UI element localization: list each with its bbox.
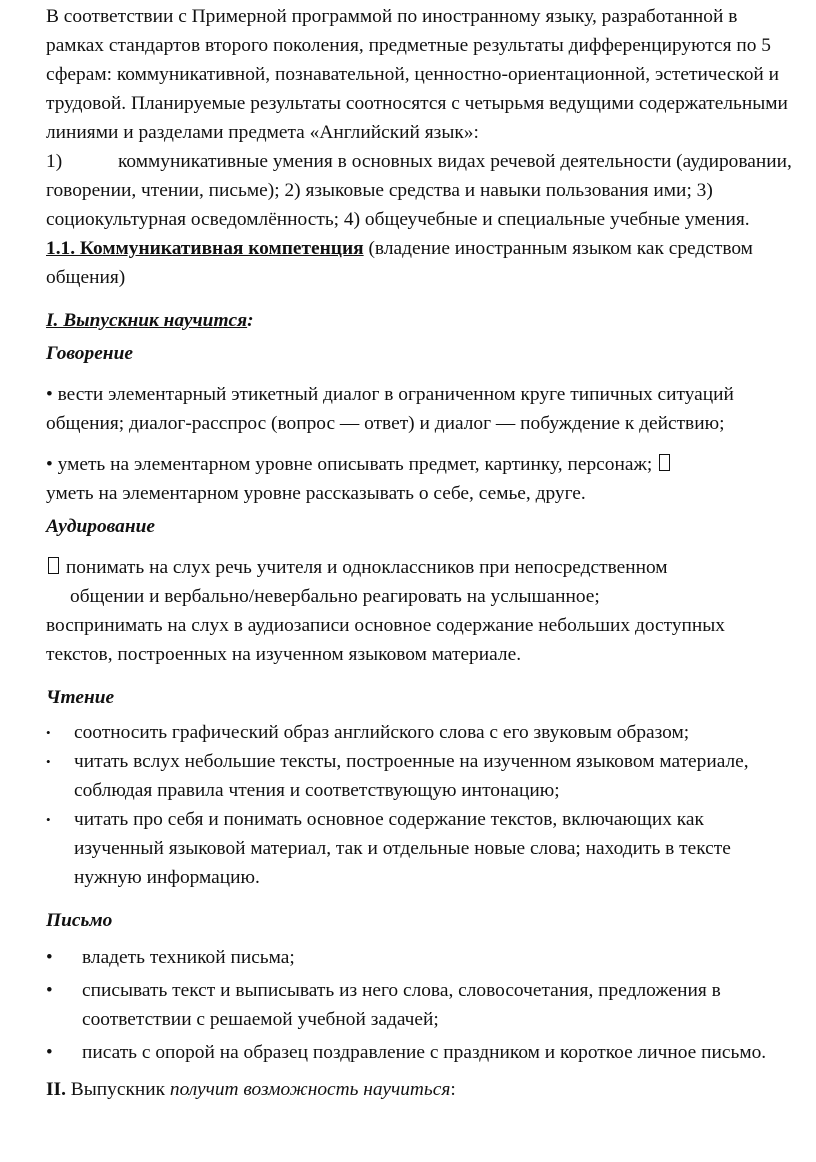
reading-item-text: соотносить графический образ английского слова с его звуковым образом; (74, 722, 690, 743)
listening-item-2: воспринимать на слух в аудиозаписи основное содержание небольших доступных текстов, построенных на изученном языковом материале. (46, 615, 726, 665)
intro-list (46, 147, 792, 234)
bullet-icon: • (46, 1042, 53, 1063)
bullet-icon: • (46, 812, 51, 827)
part-1-colon: : (247, 310, 254, 331)
section-1-1-title: 1.1. Коммуникативная компетенция (46, 238, 364, 259)
listening-item-1a-text: понимать на слух речь учителя и одноклассников при непосредственном (61, 557, 668, 578)
writing-list (46, 943, 792, 1067)
speaking-item-2a-text: уметь на элементарном уровне описывать предмет, картинку, персонаж; (52, 454, 658, 475)
writing-item-text: владеть техникой письма; (82, 947, 295, 968)
writing-item-text: списывать текст и выписывать из него слова, словосочетания, предложения в соответствии с решаемой учебной задачей; (82, 980, 721, 1030)
bullet-icon: • (46, 384, 53, 405)
part-2-text: Выпускник (65, 1079, 170, 1100)
reading-item-text: читать вслух небольшие тексты, построенные на изученном языковом материале, соблюдая правила чтения и соответствующую интонацию; (74, 751, 749, 801)
speaking-item-1 (46, 380, 792, 438)
part-1-heading (46, 306, 792, 335)
part-2-colon: : (450, 1079, 456, 1100)
missing-glyph-icon (48, 557, 59, 574)
intro-paragraph (46, 0, 792, 234)
section-1-1 (46, 234, 792, 292)
part-2-heading (46, 1075, 792, 1104)
speaking-item-2b-text: уметь на элементарном уровне рассказывать о себе, семье, друге. (46, 483, 586, 504)
intro-list-number: 1) (46, 151, 63, 172)
missing-glyph-icon (659, 454, 670, 471)
list-item (46, 747, 792, 805)
listening-heading: Аудирование (46, 516, 156, 537)
speaking-item-1-text: вести элементарный этикетный диалог в ограниченном круге типичных ситуаций общения; диалог-расспрос (вопрос — ответ) и диалог — побуждение к действию; (46, 384, 734, 434)
part-2-number: II. (46, 1079, 66, 1100)
reading-heading: Чтение (46, 687, 115, 708)
speaking-heading: Говорение (46, 343, 133, 364)
part-2-italic: получит возможность научиться (169, 1079, 451, 1100)
part-1-title: I. Выпускник научится (46, 310, 248, 331)
section-1-1-rest: (владение иностранным языком как средством общения) (46, 238, 753, 288)
intro-text: В соответствии с Примерной программой по иностранному языку, разработанной в рамках стандартов второго поколения, предметные результаты дифференцируются по 5 сферам: коммуникативной, познавательной, ценностно-ориентационной, эстетической и трудовой. Планируемые результаты соотносятся с четырьмя ведущими содержательными линиями и разделами предмета «Английский язык»: (46, 6, 788, 143)
list-item (46, 943, 792, 972)
list-item (46, 1038, 792, 1067)
bullet-icon: • (46, 754, 51, 769)
bullet-icon: • (46, 947, 53, 968)
listening-item-1 (46, 553, 792, 611)
intro-list-text: коммуникативные умения в основных видах речевой деятельности (аудировании, говорении, чтении, письме); 2) языковые средства и навыки пользования ими; 3) социокультурная осведомлённость; 4) общеучебные и специальные учебные умения. (46, 151, 792, 230)
bullet-icon: • (46, 454, 53, 475)
reading-list (46, 718, 792, 892)
writing-heading: Письмо (46, 910, 113, 931)
writing-item-text: писать с опорой на образец поздравление с праздником и короткое личное письмо. (82, 1042, 767, 1063)
listening-item-1b-text: общении и вербально/невербально реагировать на услышанное; (70, 586, 600, 607)
bullet-icon: • (46, 725, 51, 740)
bullet-icon: • (46, 980, 53, 1001)
list-item (46, 805, 792, 892)
speaking-item-2 (46, 450, 792, 508)
list-item (46, 718, 792, 747)
reading-item-text: читать про себя и понимать основное содержание текстов, включающих как изученный языковой материал, так и отдельные новые слова; находить в тексте нужную информацию. (74, 809, 731, 888)
list-item (46, 976, 792, 1034)
